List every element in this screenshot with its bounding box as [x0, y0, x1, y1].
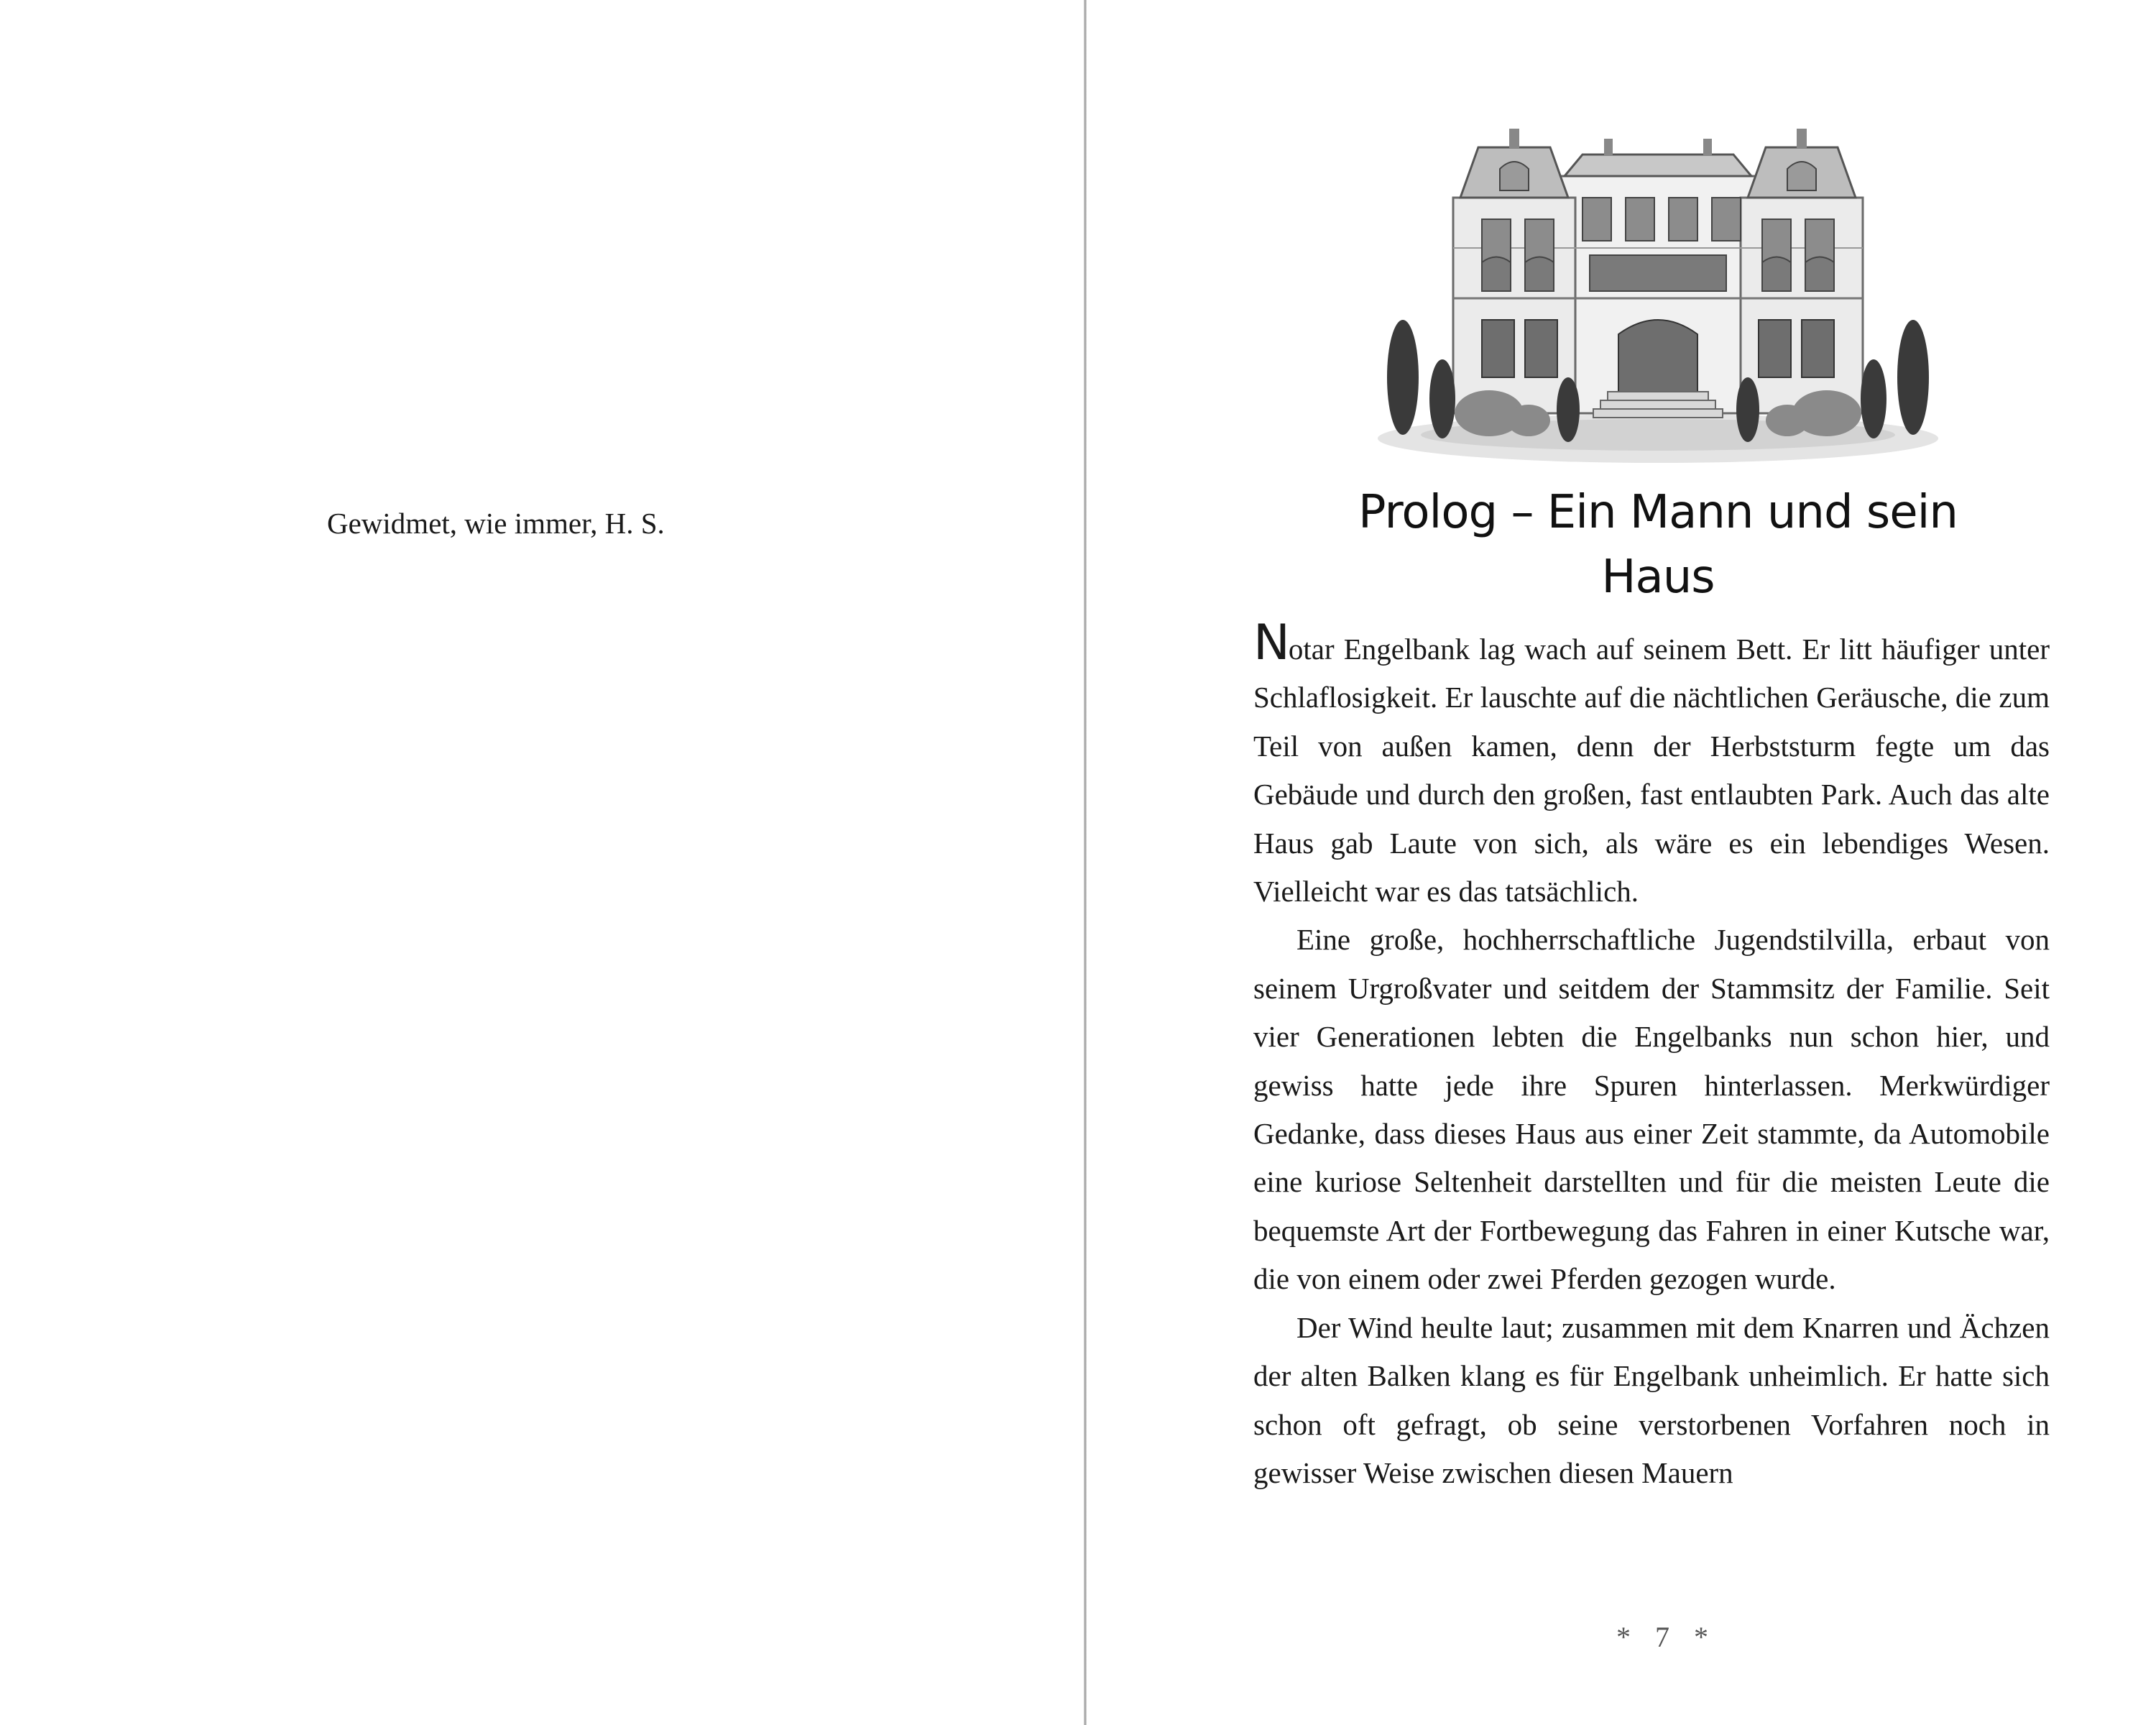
page-number: * 7 * [1616, 1621, 1717, 1653]
drop-cap: N [1253, 615, 1289, 671]
chapter-text [1253, 615, 2050, 1497]
villa-illustration [1374, 119, 1942, 464]
paragraph: Eine große, hochherrschaftliche Jugendstilvilla, erbaut von seinem Urgroßvater und seitdem der Stammsitz der Familie. Seit vier Generationen lebten die Engelbanks nun schon hier, und gewiss hatte jede ihre Spuren hinterlassen. Merkwürdiger Gedanke, dass dieses Haus aus einer Zeit stammte, da Automobile eine kuriose Seltenheit darstellten und für die meisten Leute die bequemste Art der Fortbewegung das Fahren in einer Kutsche war, die von einem oder zwei Pferden gezogen wurde. [1253, 923, 2050, 1296]
chapter-title: Prolog – Ein Mann und sein Haus [1358, 486, 1958, 604]
paragraph-text: otar Engelbank lag wach auf seinem Bett. Er litt häufiger unter Schlaflosigkeit. Er lauschte auf die nächtlichen Geräusche, die zum Teil von außen kamen, denn der Herbststurm fegte um das Gebäude und durch den großen, fast entlaubten Park. Auch das alte Haus gab Laute von sich, als wäre es ein lebendiges Wesen. Vielleicht war es das tatsächlich. [1253, 632, 2050, 908]
right-page [1087, 0, 2156, 1725]
paragraph: Der Wind heulte laut; zusammen mit dem Knarren und Ächzen der alten Balken klang es für Engelbank unheimlich. Er hatte sich schon oft gefragt, ob seine verstorbenen Vorfahren noch in gewisser Weise zwischen diesen Mauern [1253, 1310, 2050, 1489]
dedication: Gewidmet, wie immer, H. S. [327, 507, 665, 540]
paragraph [1253, 615, 2050, 916]
